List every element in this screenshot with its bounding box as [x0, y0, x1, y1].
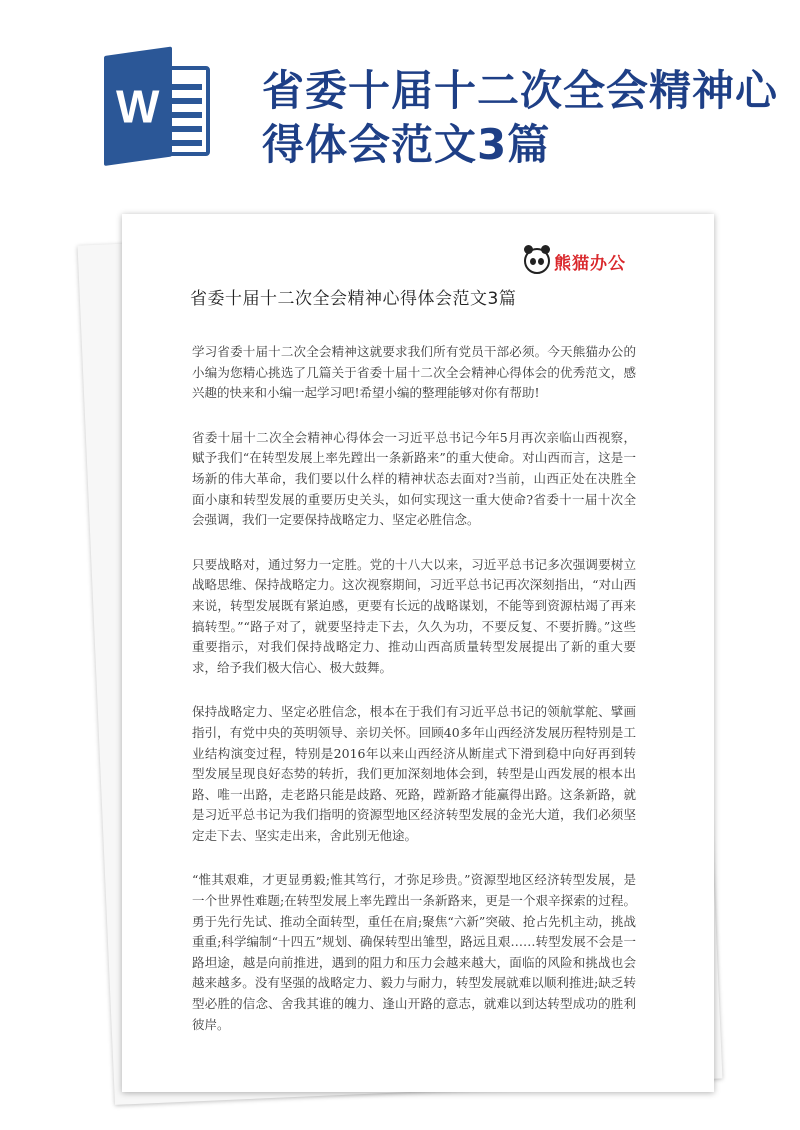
- paragraph-2: 只要战略对，通过努力一定胜。党的十八大以来，习近平总书记多次强调要树立战略思维、保持战略定力。这次视察期间，习近平总书记再次深刻指出，“对山西来说，转型发展既有紧迫感，更要有长远的战略谋划，不能等到资源枯竭了再来搞转型。”“路子对了，就要坚持走下去，久久为功，不要反复、不要折腾。”这些重要指示，对我们保持战略定力、推动山西高质量转型发展提出了新的重大要求，给予我们极大信心、极大鼓舞。: [192, 556, 636, 675]
- brand-logo: [524, 246, 626, 276]
- paragraph-1: 省委十届十二次全会精神心得体会一习近平总书记今年5月再次亲临山西视察，赋予我们“在转型发展上率先蹚出一条新路来”的重大使命。对山西而言，这是一场新的伟大革命，我们要以什么样的精神状态去面对?当前，山西正处在决胜全面小康和转型发展的重要历史关头，如何实现这一重大使命?省委十一届十次全会强调，我们一定要保持战略定力、坚定必胜信念。: [192, 429, 636, 528]
- banner-title: 省委十届十二次全会精神心得体会范文3篇: [262, 66, 779, 169]
- word-logo-icon: [104, 46, 172, 166]
- document-title: 省委十届十二次全会精神心得体会范文3篇: [190, 289, 517, 309]
- banner: [0, 0, 800, 200]
- document-page: [122, 214, 714, 1092]
- word-logo-letter: W: [116, 80, 160, 133]
- paragraph-intro: 学习省委十届十二次全会精神这就要求我们所有党员干部必须。今天熊猫办公的小编为您精心挑选了几篇关于省委十届十二次全会精神心得体会的优秀范文，感兴趣的快来和小编一起学习吧!希望小编的整理能够对你有帮助!: [192, 344, 636, 401]
- document-body: [192, 342, 636, 1059]
- paragraph-4: “惟其艰难，才更显勇毅;惟其笃行，才弥足珍贵。”资源型地区经济转型发展，是一个世界性难题;在转型发展上率先蹚出一条新路来，更是一个艰辛探索的过程。勇于先行先试、推动全面转型，重任在肩;聚焦“六新”突破、抢占先机主动，挑战重重;科学编制“十四五”规划、确保转型出雏型，路远且艰……转型发展不会是一路坦途，越是向前推进，遇到的阻力和压力会越来越大，面临的风险和挑战也会越来越多。没有坚强的战略定力、毅力与耐力，转型发展就难以顺利推进;缺乏转型必胜的信念、舍我其谁的魄力、逢山开路的意志，就难以到达转型成功的胜利彼岸。: [192, 872, 636, 1032]
- word-document-icon: [104, 56, 218, 166]
- panda-icon: [524, 248, 550, 274]
- paragraph-3: 保持战略定力、坚定必胜信念，根本在于我们有习近平总书记的领航掌舵、擘画指引，有党中央的英明领导、亲切关怀。回顾40多年山西经济发展历程特别是工业结构演变过程，特别是2016年以来山西经济从断崖式下滑到稳中向好再到转型发展呈现良好态势的转折，我们更加深刻地体会到，转型是山西发展的根本出路、唯一出路，走老路只能是歧路、死路，蹚新路才能赢得出路。这条新路，就是习近平总书记为我们指明的资源型地区经济转型发展的金光大道，我们必须坚定走下去、坚实走出来，舍此别无他途。: [192, 704, 636, 843]
- brand-logo-text: 熊猫办公: [554, 253, 626, 274]
